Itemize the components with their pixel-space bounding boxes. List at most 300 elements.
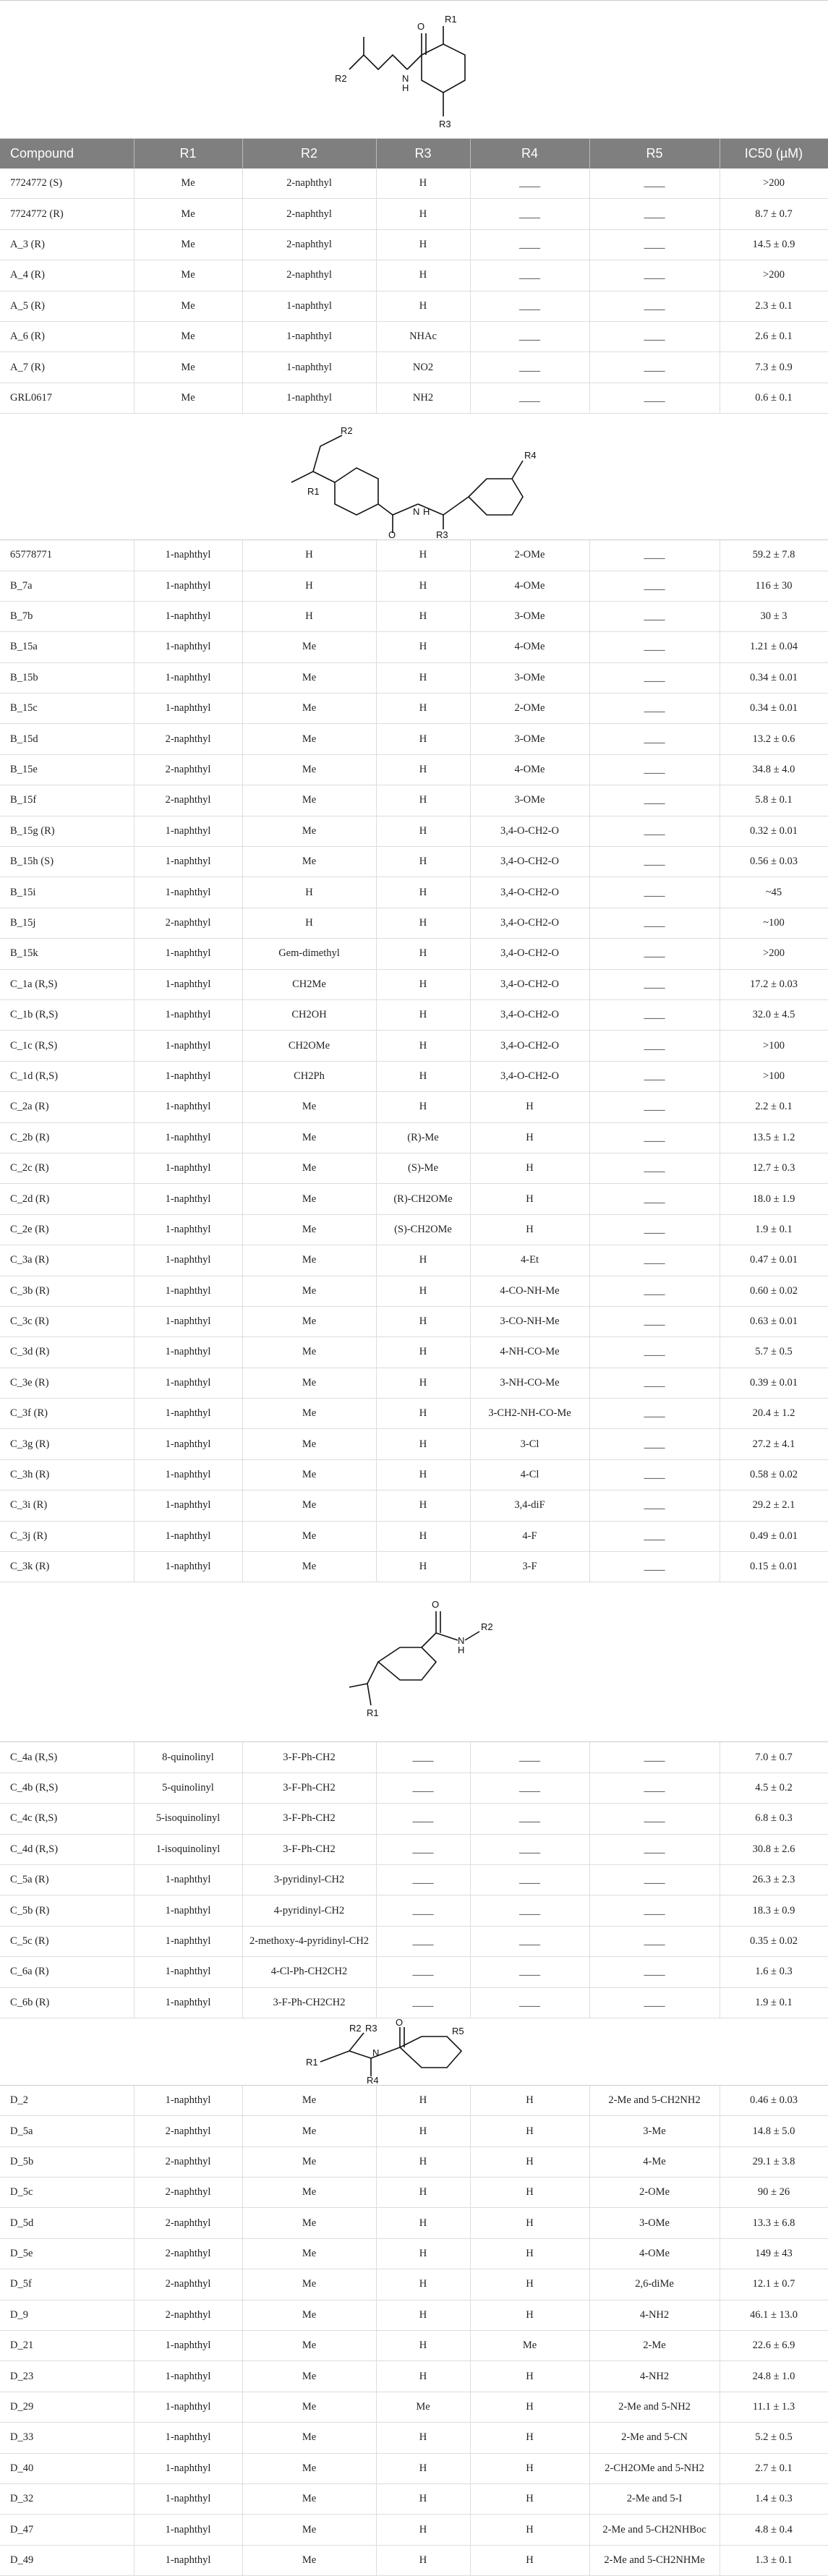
compound-cell: C_4a (R,S) (0, 1742, 134, 1773)
table-row (0, 694, 828, 724)
ic50-cell: 0.34 ± 0.01 (720, 694, 828, 724)
r2-cell: Me (242, 632, 376, 662)
table-row (0, 2178, 828, 2208)
r5-cell: ____ (589, 601, 720, 631)
r5-cell: ____ (589, 321, 720, 351)
r2-cell: 4-pyridinyl-CH2 (242, 1895, 376, 1926)
table-row (0, 1957, 828, 1987)
table-row (0, 1895, 828, 1926)
r4-cell: 3,4-O-CH2-O (470, 999, 589, 1030)
compound-cell: D_5f (0, 2269, 134, 2300)
table-row (0, 2238, 828, 2269)
r3-cell: H (376, 877, 470, 908)
ic50-cell: >200 (720, 939, 828, 969)
compound-cell: A_4 (R) (0, 260, 134, 291)
r3-cell: H (376, 2423, 470, 2453)
r1-cell: Me (134, 291, 242, 321)
r2-cell: Me (242, 816, 376, 846)
compound-cell: C_3d (R) (0, 1337, 134, 1368)
compound-cell: B_15k (0, 939, 134, 969)
r1-cell: 1-naphthyl (134, 1306, 242, 1336)
r1-cell: 1-naphthyl (134, 1926, 242, 1956)
r1-cell: Me (134, 352, 242, 383)
ic50-cell: 18.3 ± 0.9 (720, 1895, 828, 1926)
r4-cell: 2-OMe (470, 540, 589, 571)
r1-cell: 1-naphthyl (134, 847, 242, 877)
r2-cell: 3-F-Ph-CH2 (242, 1773, 376, 1803)
r5-cell: ____ (589, 540, 720, 571)
r2-cell: H (242, 540, 376, 571)
struct-d-label-r5: R5 (451, 2025, 464, 2037)
r3-cell: H (376, 571, 470, 601)
r1-cell: 1-naphthyl (134, 1214, 242, 1245)
r5-cell: ____ (589, 632, 720, 662)
ic50-cell: 29.1 ± 3.8 (720, 2146, 828, 2177)
r1-cell: 2-naphthyl (134, 908, 242, 938)
r2-cell: Me (242, 2146, 376, 2177)
r3-cell: H (376, 2116, 470, 2146)
r2-cell: Me (242, 2484, 376, 2515)
compound-cell: C_3k (R) (0, 1552, 134, 1582)
r1-cell: 1-naphthyl (134, 1864, 242, 1895)
r3-cell: H (376, 694, 470, 724)
compound-cell: C_6a (R) (0, 1957, 134, 1987)
struct-b-label-r1: R1 (307, 486, 320, 498)
ic50-cell: 26.3 ± 2.3 (720, 1864, 828, 1895)
r1-cell: Me (134, 229, 242, 260)
ic50-cell: 14.5 ± 0.9 (720, 229, 828, 260)
r5-cell: ____ (589, 1773, 720, 1803)
r1-cell: 1-naphthyl (134, 1521, 242, 1551)
compound-cell: C_5a (R) (0, 1864, 134, 1895)
r1-cell: 1-naphthyl (134, 540, 242, 571)
r3-cell: H (376, 632, 470, 662)
r4-cell: 3,4-O-CH2-O (470, 1061, 589, 1091)
compound-cell: A_5 (R) (0, 291, 134, 321)
r4-cell: ____ (470, 1773, 589, 1803)
ic50-cell: >100 (720, 1031, 828, 1061)
compound-cell: C_3i (R) (0, 1490, 134, 1521)
compound-cell: B_15a (0, 632, 134, 662)
r5-cell: 2-Me and 5-CH2NHBoc (589, 2515, 720, 2545)
r3-cell: H (376, 1337, 470, 1368)
r1-cell: 1-naphthyl (134, 1368, 242, 1398)
ic50-cell: 22.6 ± 6.9 (720, 2331, 828, 2361)
r5-cell: 2-Me and 5-CN (589, 2423, 720, 2453)
r2-cell: Gem-dimethyl (242, 939, 376, 969)
r3-cell: (R)-Me (376, 1122, 470, 1153)
r3-cell: H (376, 1429, 470, 1459)
r2-cell: Me (242, 754, 376, 785)
r2-cell: Me (242, 2392, 376, 2422)
ic50-cell: 0.46 ± 0.03 (720, 2086, 828, 2116)
r4-cell: 3-OMe (470, 785, 589, 816)
r2-cell: Me (242, 2300, 376, 2330)
r1-cell: 1-naphthyl (134, 2453, 242, 2483)
r1-cell: 1-naphthyl (134, 999, 242, 1030)
r5-cell: ____ (589, 571, 720, 601)
r2-cell: 3-F-Ph-CH2 (242, 1834, 376, 1864)
compound-cell: D_21 (0, 2331, 134, 2361)
table-row (0, 1429, 828, 1459)
r1-cell: 1-naphthyl (134, 662, 242, 693)
r5-cell: ____ (589, 1399, 720, 1429)
r1-cell: 5-quinolinyl (134, 1773, 242, 1803)
r1-cell: 1-naphthyl (134, 1031, 242, 1061)
ic50-cell: 12.7 ± 0.3 (720, 1153, 828, 1183)
ic50-cell: 0.34 ± 0.01 (720, 662, 828, 693)
ic50-cell: 29.2 ± 2.1 (720, 1490, 828, 1521)
r1-cell: 1-naphthyl (134, 2392, 242, 2422)
header-r4: R4 (470, 139, 589, 169)
r3-cell: H (376, 662, 470, 693)
compound-cell: B_15e (0, 754, 134, 785)
r5-cell: ____ (589, 352, 720, 383)
ic50-cell: 59.2 ± 7.8 (720, 540, 828, 571)
r3-cell: (S)-CH2OMe (376, 1214, 470, 1245)
table-row (0, 816, 828, 846)
r2-cell: Me (242, 1552, 376, 1582)
r1-cell: 1-naphthyl (134, 2545, 242, 2575)
ic50-cell: 5.8 ± 0.1 (720, 785, 828, 816)
struct-c-label-r2: R2 (480, 1621, 493, 1633)
table-row (0, 969, 828, 999)
table-row (0, 1031, 828, 1061)
r5-cell: ____ (589, 1834, 720, 1864)
r2-cell: Me (242, 2423, 376, 2453)
r5-cell: 2-OMe (589, 2178, 720, 2208)
r1-cell: Me (134, 260, 242, 291)
compound-cell: 7724772 (R) (0, 199, 134, 229)
compound-cell: C_3b (R) (0, 1276, 134, 1306)
table-row (0, 2208, 828, 2238)
r3-cell: H (376, 2146, 470, 2177)
compound-cell: D_2 (0, 2086, 134, 2116)
struct-a-label-r1: R1 (444, 14, 457, 25)
r5-cell: ____ (589, 229, 720, 260)
r5-cell: ____ (589, 1987, 720, 2018)
ic50-cell: 18.0 ± 1.9 (720, 1184, 828, 1214)
r4-cell: H (470, 1214, 589, 1245)
sar-table-c (0, 1742, 828, 2018)
r3-cell: H (376, 291, 470, 321)
ic50-cell: 4.8 ± 0.4 (720, 2515, 828, 2545)
ic50-cell: 0.58 ± 0.02 (720, 1459, 828, 1490)
r5-cell: ____ (589, 1552, 720, 1582)
struct-d-label-n: N (372, 2047, 379, 2058)
r4-cell: ____ (470, 229, 589, 260)
r4-cell: ____ (470, 1864, 589, 1895)
table-row (0, 321, 828, 351)
r5-cell: ____ (589, 1864, 720, 1895)
ic50-cell: 6.8 ± 0.3 (720, 1804, 828, 1834)
table-row (0, 2300, 828, 2330)
ic50-cell: 1.9 ± 0.1 (720, 1214, 828, 1245)
r5-cell: 2-Me (589, 2331, 720, 2361)
r3-cell: H (376, 260, 470, 291)
structure-c-drawing (299, 1582, 530, 1741)
r3-cell: H (376, 1552, 470, 1582)
r4-cell: H (470, 1153, 589, 1183)
ic50-cell: 5.7 ± 0.5 (720, 1337, 828, 1368)
table-row (0, 601, 828, 631)
r4-cell: H (470, 2515, 589, 2545)
r3-cell: H (376, 969, 470, 999)
r3-cell: ____ (376, 1957, 470, 1987)
r5-cell: ____ (589, 1368, 720, 1398)
header-compound: Compound (0, 139, 134, 169)
r3-cell: H (376, 2545, 470, 2575)
compound-cell: A_3 (R) (0, 229, 134, 260)
struct-a-label-n: N (401, 73, 409, 84)
r4-cell: ____ (470, 383, 589, 413)
r3-cell: H (376, 1521, 470, 1551)
r4-cell: 4-OMe (470, 632, 589, 662)
r2-cell: 1-naphthyl (242, 291, 376, 321)
ic50-cell: 13.5 ± 1.2 (720, 1122, 828, 1153)
r2-cell: 3-F-Ph-CH2 (242, 1804, 376, 1834)
r5-cell: ____ (589, 694, 720, 724)
table-row (0, 939, 828, 969)
struct-a-label-r3: R3 (438, 119, 451, 129)
ic50-cell: 24.8 ± 1.0 (720, 2361, 828, 2392)
r1-cell: 2-naphthyl (134, 2208, 242, 2238)
compound-cell: C_5c (R) (0, 1926, 134, 1956)
r3-cell: H (376, 785, 470, 816)
r2-cell: Me (242, 1521, 376, 1551)
ic50-cell: 0.56 ± 0.03 (720, 847, 828, 877)
r2-cell: Me (242, 1276, 376, 1306)
r5-cell: ____ (589, 969, 720, 999)
table-row (0, 571, 828, 601)
structure-a (0, 1, 828, 139)
r4-cell: ____ (470, 1987, 589, 2018)
r4-cell: 3,4-O-CH2-O (470, 877, 589, 908)
r4-cell: H (470, 2545, 589, 2575)
r2-cell: Me (242, 2178, 376, 2208)
r4-cell: 3-OMe (470, 601, 589, 631)
r1-cell: 1-naphthyl (134, 2331, 242, 2361)
r3-cell: H (376, 724, 470, 754)
structure-d-drawing (291, 2018, 537, 2085)
table-body-c (0, 1742, 828, 2018)
r4-cell: 3-CO-NH-Me (470, 1306, 589, 1336)
compound-cell: C_2a (R) (0, 1092, 134, 1122)
r3-cell: Me (376, 2392, 470, 2422)
r2-cell: Me (242, 1399, 376, 1429)
r4-cell: 3,4-diF (470, 1490, 589, 1521)
r5-cell: 3-OMe (589, 2208, 720, 2238)
table-row (0, 2392, 828, 2422)
compound-cell: A_6 (R) (0, 321, 134, 351)
table-row (0, 1153, 828, 1183)
r4-cell: H (470, 2178, 589, 2208)
r4-cell: 3-OMe (470, 724, 589, 754)
r1-cell: 1-naphthyl (134, 1092, 242, 1122)
struct-b-label-r2: R2 (340, 425, 353, 437)
ic50-cell: 1.9 ± 0.1 (720, 1987, 828, 2018)
r2-cell: Me (242, 662, 376, 693)
r3-cell: ____ (376, 1926, 470, 1956)
ic50-cell: 12.1 ± 0.7 (720, 2269, 828, 2300)
r1-cell: 1-naphthyl (134, 1895, 242, 1926)
r4-cell: 3-NH-CO-Me (470, 1368, 589, 1398)
sar-table-b (0, 540, 828, 1582)
r5-cell: ____ (589, 1926, 720, 1956)
r3-cell: H (376, 2238, 470, 2269)
r3-cell: H (376, 1306, 470, 1336)
r2-cell: Me (242, 2116, 376, 2146)
r4-cell: ____ (470, 1926, 589, 1956)
r2-cell: CH2OMe (242, 1031, 376, 1061)
r3-cell: ____ (376, 1895, 470, 1926)
table-row (0, 1214, 828, 1245)
r1-cell: 1-naphthyl (134, 1429, 242, 1459)
r4-cell: H (470, 2208, 589, 2238)
r2-cell: 2-methoxy-4-pyridinyl-CH2 (242, 1926, 376, 1956)
r4-cell: H (470, 2423, 589, 2453)
r4-cell: ____ (470, 291, 589, 321)
r3-cell: H (376, 1245, 470, 1276)
header-r2: R2 (242, 139, 376, 169)
ic50-cell: 0.39 ± 0.01 (720, 1368, 828, 1398)
r2-cell: Me (242, 847, 376, 877)
compound-cell: B_15j (0, 908, 134, 938)
ic50-cell: 32.0 ± 4.5 (720, 999, 828, 1030)
r4-cell: H (470, 2238, 589, 2269)
r2-cell: Me (242, 2331, 376, 2361)
sar-table-a (0, 139, 828, 414)
r3-cell: H (376, 1031, 470, 1061)
r4-cell: ____ (470, 169, 589, 199)
r3-cell: H (376, 816, 470, 846)
r4-cell: H (470, 1122, 589, 1153)
ic50-cell: >200 (720, 260, 828, 291)
r3-cell: ____ (376, 1834, 470, 1864)
r2-cell: Me (242, 2238, 376, 2269)
r1-cell: 1-naphthyl (134, 1184, 242, 1214)
r5-cell: ____ (589, 724, 720, 754)
ic50-cell: 90 ± 26 (720, 2178, 828, 2208)
r2-cell: H (242, 908, 376, 938)
compound-cell: B_15c (0, 694, 134, 724)
sar-table-d (0, 2086, 828, 2576)
r5-cell: ____ (589, 1804, 720, 1834)
r1-cell: 1-naphthyl (134, 1122, 242, 1153)
compound-cell: D_29 (0, 2392, 134, 2422)
r1-cell: 2-naphthyl (134, 2269, 242, 2300)
structure-d (0, 2018, 828, 2086)
ic50-cell: 20.4 ± 1.2 (720, 1399, 828, 1429)
r2-cell: 1-naphthyl (242, 321, 376, 351)
struct-c-label-n: N (457, 1635, 464, 1647)
r5-cell: ____ (589, 1214, 720, 1245)
struct-b-label-r4: R4 (524, 450, 537, 461)
r3-cell: H (376, 754, 470, 785)
compound-cell: C_2c (R) (0, 1153, 134, 1183)
r4-cell: H (470, 2361, 589, 2392)
r3-cell: (S)-Me (376, 1153, 470, 1183)
compound-cell: D_32 (0, 2484, 134, 2515)
compound-cell: D_49 (0, 2545, 134, 2575)
r5-cell: ____ (589, 1742, 720, 1773)
ic50-cell: 11.1 ± 1.3 (720, 2392, 828, 2422)
r4-cell: H (470, 1184, 589, 1214)
r1-cell: Me (134, 199, 242, 229)
r5-cell: 2-Me and 5-I (589, 2484, 720, 2515)
r4-cell: 3-F (470, 1552, 589, 1582)
table-row (0, 847, 828, 877)
table-row (0, 754, 828, 785)
r1-cell: 1-naphthyl (134, 1552, 242, 1582)
compound-cell: C_5b (R) (0, 1895, 134, 1926)
r4-cell: ____ (470, 1895, 589, 1926)
r1-cell: 1-naphthyl (134, 2484, 242, 2515)
struct-b-label-r3: R3 (435, 529, 448, 540)
r4-cell: Me (470, 2331, 589, 2361)
r5-cell: ____ (589, 260, 720, 291)
r5-cell: 4-Me (589, 2146, 720, 2177)
ic50-cell: >200 (720, 169, 828, 199)
ic50-cell: 0.47 ± 0.01 (720, 1245, 828, 1276)
compound-cell: C_2b (R) (0, 1122, 134, 1153)
compound-cell: B_15h (S) (0, 847, 134, 877)
r5-cell: ____ (589, 847, 720, 877)
r3-cell: H (376, 601, 470, 631)
table-row (0, 2423, 828, 2453)
compound-cell: C_3f (R) (0, 1399, 134, 1429)
table-row (0, 1742, 828, 1773)
table-row (0, 2146, 828, 2177)
r2-cell: Me (242, 2545, 376, 2575)
r3-cell: NO2 (376, 352, 470, 383)
compound-cell: C_4c (R,S) (0, 1804, 134, 1834)
r4-cell: ____ (470, 1804, 589, 1834)
r4-cell: H (470, 2392, 589, 2422)
table-row (0, 540, 828, 571)
r2-cell: 2-naphthyl (242, 169, 376, 199)
r4-cell: ____ (470, 352, 589, 383)
r1-cell: 1-naphthyl (134, 1957, 242, 1987)
table-row (0, 999, 828, 1030)
struct-a-label-h: H (401, 82, 409, 93)
r2-cell: Me (242, 1429, 376, 1459)
r4-cell: 4-OMe (470, 571, 589, 601)
struct-a-label-r2: R2 (334, 73, 347, 84)
r3-cell: H (376, 169, 470, 199)
ic50-cell: 0.60 ± 0.02 (720, 1276, 828, 1306)
r1-cell: 1-naphthyl (134, 2423, 242, 2453)
struct-d-label-r2: R2 (349, 2022, 362, 2034)
r1-cell: 2-naphthyl (134, 2300, 242, 2330)
r4-cell: ____ (470, 1834, 589, 1864)
r1-cell: 1-naphthyl (134, 2515, 242, 2545)
table-row (0, 785, 828, 816)
struct-d-label-o: O (395, 2018, 403, 2028)
r3-cell: H (376, 939, 470, 969)
r1-cell: 1-isoquinolinyl (134, 1834, 242, 1864)
table-row (0, 2361, 828, 2392)
ic50-cell: 2.2 ± 0.1 (720, 1092, 828, 1122)
r5-cell: ____ (589, 1429, 720, 1459)
r4-cell: 3,4-O-CH2-O (470, 939, 589, 969)
ic50-cell: 0.32 ± 0.01 (720, 816, 828, 846)
r5-cell: ____ (589, 1092, 720, 1122)
compound-cell: D_33 (0, 2423, 134, 2453)
table-row (0, 352, 828, 383)
compound-cell: C_3j (R) (0, 1521, 134, 1551)
r2-cell: H (242, 601, 376, 631)
